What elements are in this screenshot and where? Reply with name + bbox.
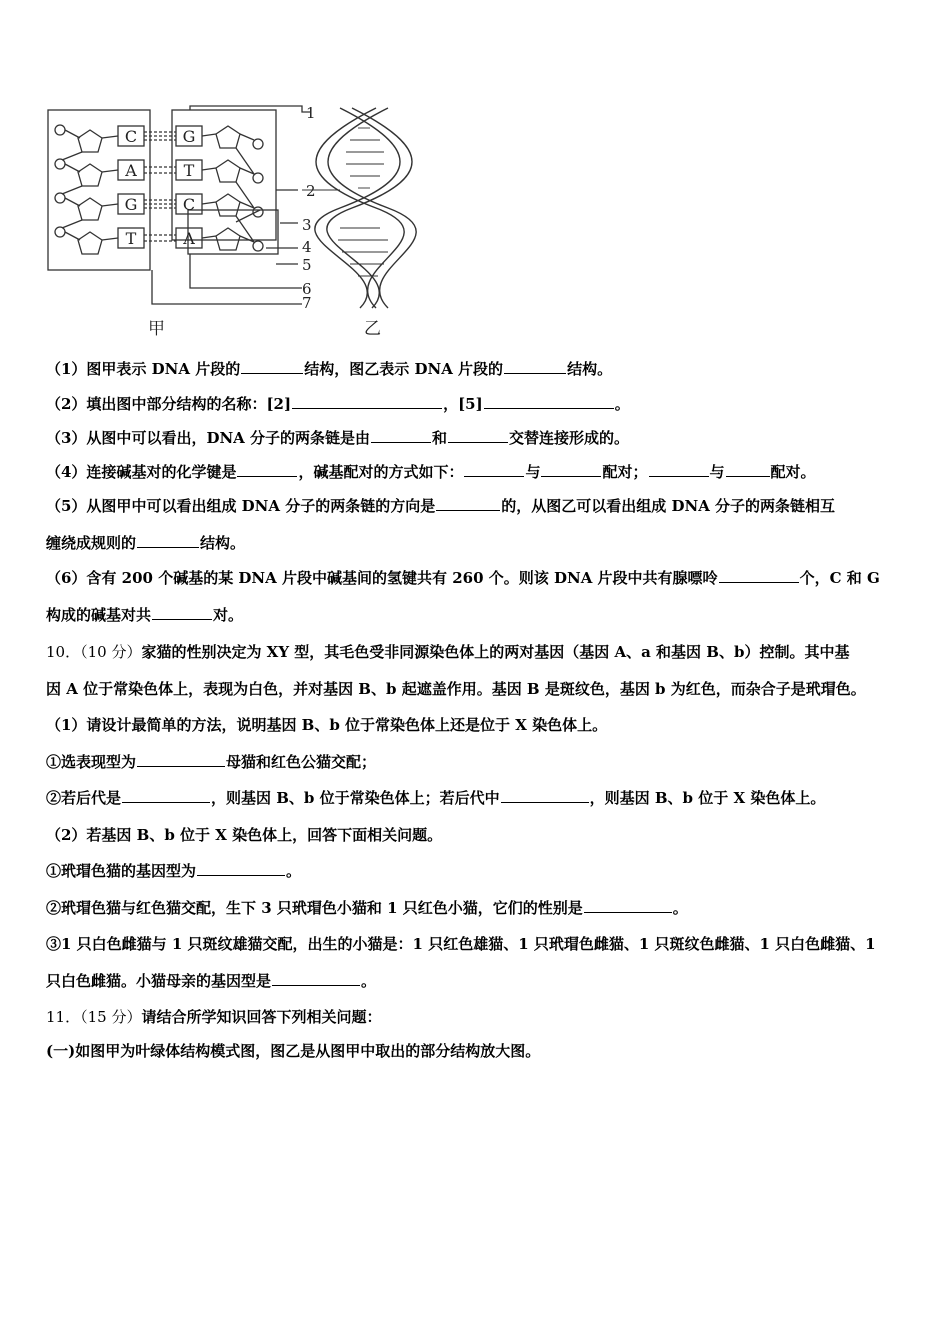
answer-blank[interactable] [272, 971, 360, 986]
answer-blank[interactable] [448, 428, 508, 443]
q11-part-1: (一)如图甲为叶绿体结构模式图，图乙是从图甲中取出的部分结构放大图。 [46, 1042, 541, 1060]
answer-blank[interactable] [726, 462, 770, 477]
callout-label: 3 [302, 216, 312, 234]
q9-item-4: （4）连接碱基对的化学键是 ，碱基配对的方式如下： 与 配对； 与 配对。 [46, 463, 816, 481]
answer-blank[interactable] [237, 462, 297, 477]
q10-part-2b: ②玳瑁色猫与红色猫交配，生下 3 只玳瑁色小猫和 1 只红色小猫，它们的性别是 。 [46, 899, 688, 917]
q10-part-1b: ②若后代是 ，则基因 B、b 位于常染色体上；若后代中 ，则基因 B、b 位于 X 染色体上。 [46, 789, 826, 807]
q10-part-1: （1）请设计最简单的方法，说明基因 B、b 位于常染色体上还是位于 X 染色体上。 [46, 716, 608, 734]
answer-blank[interactable] [137, 752, 225, 767]
callout-label: 4 [302, 238, 312, 256]
answer-blank[interactable] [241, 359, 303, 374]
callout-label: 6 [302, 280, 312, 298]
answer-blank[interactable] [501, 788, 589, 803]
q10-stem: 10．（10 分）家猫的性别决定为 XY 型，其毛色受非同源染色体上的两对基因（基因 A、a 和基因 B、b）控制。其中基 [46, 643, 850, 661]
answer-blank[interactable] [371, 428, 431, 443]
callout-label: 5 [302, 256, 312, 274]
answer-blank[interactable] [152, 605, 212, 620]
q9-item-2: （2）填出图中部分结构的名称：[2] ，[5] 。 [46, 395, 630, 413]
base-label: C [182, 195, 196, 214]
q10-part-2c-cont: 只白色雌猫。小猫母亲的基因型是 。 [46, 972, 377, 990]
base-label: G [124, 195, 138, 214]
q10-part-2: （2）若基因 B、b 位于 X 染色体上，回答下面相关问题。 [46, 826, 443, 844]
q10-part-2c: ③1 只白色雌猫与 1 只斑纹雄猫交配，出生的小猫是：1 只红色雄猫、1 只玳瑁色雌猫、1 只斑纹色雌猫、1 只白色雌猫、1 [46, 935, 876, 953]
base-label: T [183, 161, 195, 180]
base-label: A [125, 161, 137, 180]
base-label: T [125, 229, 137, 248]
q11-stem: 11．（15 分）请结合所学知识回答下列相关问题： [46, 1008, 382, 1026]
dna-structure-figure [40, 98, 460, 346]
answer-blank[interactable] [137, 533, 199, 548]
q10-part-2a: ①玳瑁色猫的基因型为 。 [46, 862, 302, 880]
q10-part-1a: ①选表现型为 母猫和红色公猫交配； [46, 753, 377, 771]
answer-blank[interactable] [197, 861, 285, 876]
q9-item-5: （5）从图甲中可以看出组成 DNA 分子的两条链的方向是 的，从图乙可以看出组成 DNA 分子的两条链相互 [46, 497, 836, 515]
answer-blank[interactable] [541, 462, 601, 477]
q9-item-3: （3）从图中可以看出，DNA 分子的两条链是由 和 交替连接形成的。 [46, 429, 630, 447]
q10-stem-cont: 因 A 位于常染色体上，表现为白色，并对基因 B、b 起遮盖作用。基因 B 是斑纹色，基因 b 为红色，而杂合子是玳瑁色。 [46, 680, 866, 698]
answer-blank[interactable] [504, 359, 566, 374]
answer-blank[interactable] [464, 462, 524, 477]
q9-item-6: （6）含有 200 个碱基的某 DNA 片段中碱基间的氢键共有 260 个。则该 DNA 片段中共有腺嘌呤 个，C 和 G [46, 569, 880, 587]
answer-blank[interactable] [649, 462, 709, 477]
answer-blank[interactable] [436, 496, 500, 511]
answer-blank[interactable] [484, 394, 614, 409]
answer-blank[interactable] [122, 788, 210, 803]
callout-label: 7 [302, 294, 312, 312]
figure-label-yi: 乙 [364, 319, 381, 339]
callout-label: 2 [306, 182, 316, 200]
base-label: C [124, 127, 138, 146]
answer-blank[interactable] [719, 568, 799, 583]
base-label: G [182, 127, 196, 146]
answer-blank[interactable] [584, 898, 672, 913]
callout-label: 1 [306, 104, 316, 122]
q9-item-5-cont: 缠绕成规则的 结构。 [46, 534, 246, 552]
figure-label-jia: 甲 [148, 319, 165, 339]
q9-item-1: （1）图甲表示 DNA 片段的 结构，图乙表示 DNA 片段的 结构。 [46, 360, 613, 378]
answer-blank[interactable] [292, 394, 442, 409]
base-label: A [183, 229, 195, 248]
q9-item-6-cont: 构成的碱基对共 对。 [46, 606, 244, 624]
